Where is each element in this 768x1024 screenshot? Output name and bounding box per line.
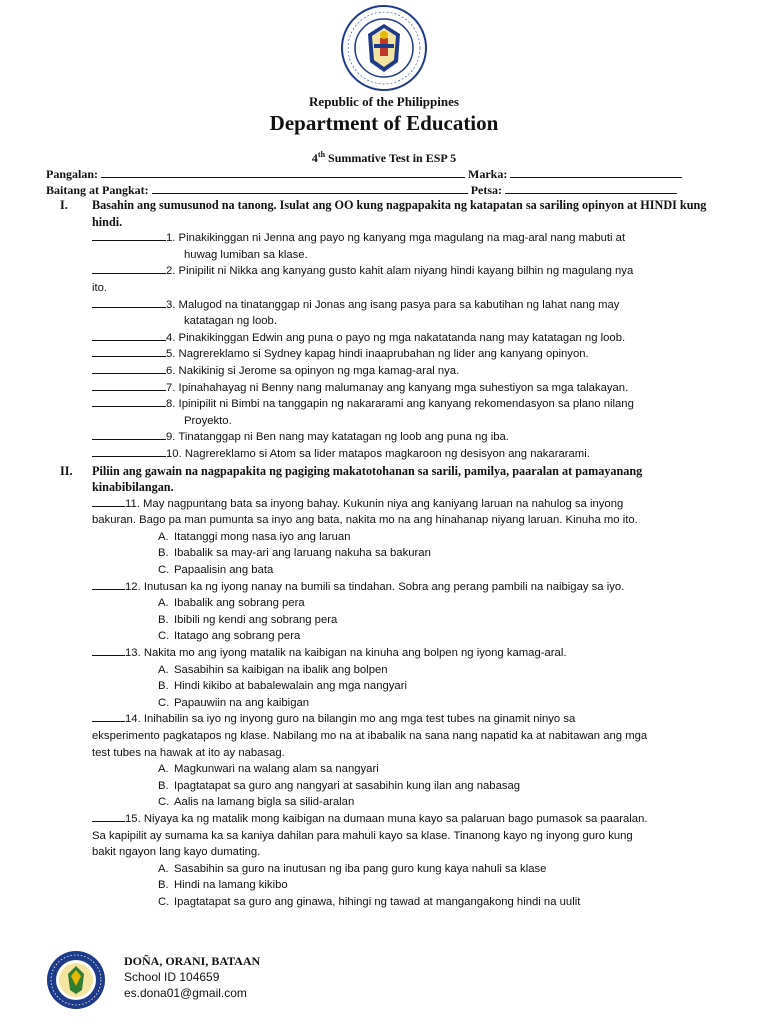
answer-blank[interactable] (92, 496, 125, 507)
answer-option[interactable] (0, 595, 768, 612)
answer-blank[interactable] (92, 645, 125, 656)
answer-option[interactable] (0, 894, 768, 911)
section-1-text: Basahin ang sumusunod na tanong. Isulat ang OO kung nagpapakita ng katapatan sa sariling opinyon at HINDI kung hindi. (92, 198, 707, 229)
item-continuation: huwag lumiban sa klase. (184, 248, 308, 261)
item-text: 3. Malugod na tinatanggap ni Jonas ang isang pasya para sa kabutihan ng lahat nang may (166, 298, 620, 311)
answer-blank[interactable] (92, 263, 166, 274)
option-text: Sasabihin sa kaibigan na ibalik ang bolpen (174, 663, 388, 676)
option-text: Papauwiin na ang kaibigan (174, 696, 310, 709)
deped-seal-icon (340, 4, 428, 92)
section-1-item (0, 263, 712, 280)
answer-blank[interactable] (92, 429, 166, 440)
answer-blank[interactable] (92, 346, 166, 357)
option-letter: A. (158, 530, 169, 543)
option-letter: B. (158, 779, 169, 792)
section-2-instructions (0, 463, 712, 496)
school-email[interactable]: es.dona01@gmail.com (124, 986, 247, 1000)
answer-option[interactable] (0, 794, 768, 811)
question-stem (0, 579, 712, 596)
answer-option[interactable] (0, 678, 768, 695)
question-stem-continuation (0, 828, 712, 845)
question-stem (0, 645, 712, 662)
answer-option[interactable] (0, 612, 768, 629)
section-2-questions (0, 496, 768, 911)
question-text: 14. Inihabilin sa iyo ng inyong guro na bilangin mo ang mga test tubes na ginamit ninyo sa (125, 713, 576, 726)
grade-label: Baitang at Pangkat: (46, 183, 149, 197)
answer-blank[interactable] (92, 363, 166, 374)
question-stem (0, 811, 712, 828)
section-2-text: Piliin ang gawain na nagpapakita ng pagiging makatotohanan sa sarili, pamilya, paaralan at pamayanang kinabibilangan. (92, 463, 643, 495)
name-field[interactable] (101, 166, 465, 178)
option-text: Ibabalik sa may-ari ang laruang nakuha sa bakuran (174, 547, 431, 560)
answer-blank[interactable] (92, 811, 125, 822)
date-field[interactable] (505, 182, 677, 194)
answer-option[interactable] (0, 628, 768, 645)
question-stem-continuation (0, 844, 712, 861)
test-body (0, 197, 768, 911)
section-1-item (0, 363, 712, 380)
option-letter: C. (158, 796, 170, 809)
test-number-suffix: th (317, 150, 326, 159)
item-text: 10. Nagrereklamo si Atom sa lider matapos magkaroon ng desisyon ang nakararami. (166, 447, 590, 460)
question-text: bakuran. Bago pa man pumunta sa inyo ang bata, nakita mo na ang hinahanap niyang laruan. Kinuha mo ito. (92, 514, 638, 527)
option-letter: C. (158, 564, 170, 577)
item-continuation: ito. (92, 281, 108, 294)
school-logo-icon (46, 950, 106, 1010)
option-letter: A. (158, 597, 169, 610)
section-1-item (0, 230, 712, 247)
option-letter: A. (158, 862, 169, 875)
answer-option[interactable] (0, 877, 768, 894)
item-text: 2. Pinipilit ni Nikka ang kanyang gusto kahit alam niyang hindi kayang bilhin ng magulang nya (166, 265, 634, 278)
item-text: 7. Ipinahahayag ni Benny nang malumanay ang kanyang mga suhestiyon sa mga talakayan. (166, 381, 629, 394)
answer-blank[interactable] (92, 579, 125, 590)
option-text: Ibibili ng kendi ang sobrang pera (174, 613, 338, 626)
answer-option[interactable] (0, 662, 768, 679)
answer-option[interactable] (0, 695, 768, 712)
item-continuation: Proyekto. (184, 414, 232, 427)
question-stem-continuation (0, 512, 712, 529)
option-text: Hindi na lamang kikibo (174, 879, 288, 892)
answer-option[interactable] (0, 861, 768, 878)
option-letter: B. (158, 879, 169, 892)
answer-option[interactable] (0, 761, 768, 778)
answer-blank[interactable] (92, 380, 166, 391)
option-text: Magkunwari na walang alam sa nangyari (174, 763, 379, 776)
item-text: 1. Pinakikinggan ni Jenna ang payo ng kanyang mga magulang na mag-aral nang mabuti at (166, 232, 626, 245)
answer-option[interactable] (0, 545, 768, 562)
score-label: Marka: (468, 167, 508, 181)
option-text: Hindi kikibo at babalewalain ang mga nangyari (174, 680, 407, 693)
question-text: 11. May nagpuntang bata sa inyong bahay. Kukunin niya ang kaniyang laruan na nahulog sa inyong (125, 497, 624, 510)
option-letter: A. (158, 663, 169, 676)
item-text: 6. Nakikinig si Jerome sa opinyon ng mga kamag-aral nya. (166, 364, 460, 377)
section-1-number: I. (60, 198, 68, 212)
item-continuation: katatagan ng loob. (184, 315, 277, 328)
test-number: 4 (311, 151, 318, 165)
answer-option[interactable] (0, 529, 768, 546)
score-field[interactable] (510, 166, 682, 178)
section-1-item (0, 429, 712, 446)
option-text: Aalis na lamang bigla sa silid-aralan (174, 796, 355, 809)
section-1-instructions (0, 197, 712, 230)
question-text: test tubes na hawak at ito ay nabasag. (92, 746, 285, 759)
answer-blank[interactable] (92, 230, 166, 241)
department-title: Department of Education (269, 111, 499, 135)
answer-blank[interactable] (92, 297, 166, 308)
section-1-item (0, 297, 712, 314)
test-title (0, 150, 768, 166)
question-text: 13. Nakita mo ang iyong matalik na kaibigan na kinuha ang bolpen ng iyong kamag-aral. (125, 647, 567, 660)
section-2-number: II. (60, 463, 73, 478)
question-text: bakit ngayon lang kayo dumating. (92, 846, 261, 859)
test-title-rest: Summative Test in ESP 5 (325, 151, 457, 165)
question-stem (0, 496, 712, 513)
option-text: Ipagtatapat sa guro ang nangyari at sasabihin kung ilan ang nabasag (174, 779, 521, 792)
section-1-item (0, 346, 712, 363)
question-stem-continuation (0, 745, 712, 762)
question-text: eksperimento pagkatapos ng klase. Nabilang mo na at ibabalik na sana nang napatid ka at nabitawan ang mga (92, 730, 648, 742)
question-stem-continuation (0, 728, 712, 745)
section-1-item (0, 330, 712, 347)
answer-blank[interactable] (92, 396, 166, 407)
answer-blank[interactable] (92, 446, 166, 457)
section-1-items (0, 230, 768, 462)
grade-date-row (46, 182, 716, 198)
item-text: 5. Nagrereklamo si Sydney kapag hindi inaaprubahan ng lider ang kanyang opinyon. (166, 348, 589, 361)
option-letter: A. (158, 763, 169, 776)
question-text: Sa kapipilit ay sumama ka sa kaniya dahilan para mahuli kayo sa klase. Tinanong kayo ng inyong guro kung (92, 829, 633, 842)
answer-blank[interactable] (92, 711, 125, 722)
option-text: Ibabalik ang sobrang pera (174, 597, 305, 610)
option-letter: C. (158, 895, 170, 908)
date-label: Petsa: (470, 183, 503, 197)
option-text: Papaalisin ang bata (174, 564, 274, 577)
republic-heading: Republic of the Philippines (309, 94, 459, 109)
item-text: 4. Pinakikinggan Edwin ang puna o payo ng mga nakatatanda nang may katatagan ng loob. (166, 331, 626, 344)
answer-blank[interactable] (92, 330, 166, 341)
option-letter: B. (158, 613, 169, 626)
question-stem (0, 711, 712, 728)
option-text: Sasabihin sa guro na inutusan ng iba pang guro kung kaya nahuli sa klase (174, 862, 547, 875)
option-text: Ipagtatapat sa guro ang ginawa, hihingi ng tawad at mangangakong hindi na uulit (174, 895, 581, 908)
section-1-item (0, 380, 712, 397)
answer-option[interactable] (0, 778, 768, 795)
option-text: Itatago ang sobrang pera (174, 630, 301, 643)
name-score-row (46, 166, 716, 182)
school-name: DOÑA, ORANI, BATAAN (124, 954, 261, 968)
school-id: School ID 104659 (124, 970, 220, 984)
grade-field[interactable] (152, 182, 468, 194)
section-1-item (0, 396, 712, 413)
answer-option[interactable] (0, 562, 768, 579)
option-letter: B. (158, 680, 169, 693)
item-text: 8. Ipinipilit ni Bimbi na tanggapin ng nakararami ang kanyang rekomendasyon sa plano nilang (166, 398, 634, 411)
question-text: 12. Inutusan ka ng iyong nanay na bumili sa tindahan. Sobra ang perang pambili na naibigay sa iyo. (125, 580, 625, 593)
section-1-item (0, 446, 712, 463)
option-text: Itatanggi mong nasa iyo ang laruan (174, 530, 351, 543)
question-text: 15. Niyaya ka ng matalik mong kaibigan na dumaan muna kayo sa palaruan bago pumasok sa paaralan. (125, 812, 648, 825)
option-letter: C. (158, 630, 170, 643)
name-label: Pangalan: (46, 167, 99, 181)
option-letter: C. (158, 696, 170, 709)
item-text: 9. Tinatanggap ni Ben nang may katatagan ng loob ang puna ng iba. (166, 431, 509, 444)
option-letter: B. (158, 547, 169, 560)
